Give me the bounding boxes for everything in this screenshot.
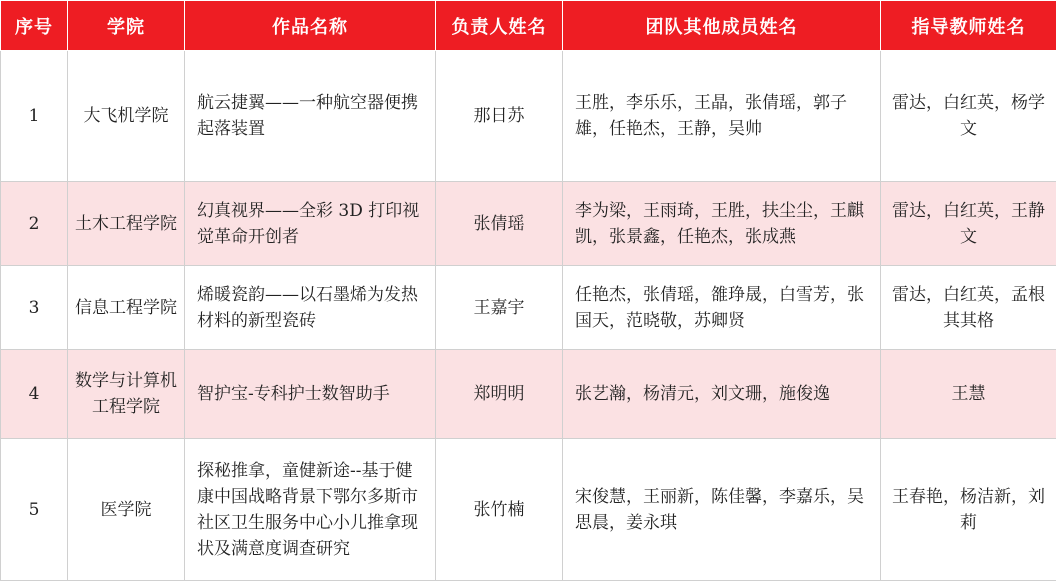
cell-index: 4 <box>1 350 68 439</box>
header-members: 团队其他成员姓名 <box>563 1 881 51</box>
cell-college: 土木工程学院 <box>68 182 185 266</box>
cell-index: 1 <box>1 51 68 182</box>
cell-leader: 那日苏 <box>436 51 563 182</box>
table-row <box>1 350 1056 439</box>
cell-leader: 张倩瑶 <box>436 182 563 266</box>
header-row <box>1 1 1056 51</box>
cell-members: 王胜，李乐乐，王晶，张倩瑶，郭子雄，任艳杰，王静，吴帅 <box>563 51 881 182</box>
cell-project: 烯暖瓷韵——以石墨烯为发热材料的新型瓷砖 <box>185 266 436 350</box>
cell-advisors: 王春艳，杨洁新，刘莉 <box>881 439 1056 581</box>
cell-advisors: 王慧 <box>881 350 1056 439</box>
table-row <box>1 266 1056 350</box>
header-index: 序号 <box>1 1 68 51</box>
cell-advisors: 雷达，白红英，孟根其其格 <box>881 266 1056 350</box>
cell-members: 李为梁，王雨琦，王胜，扶尘尘，王麒凯，张景鑫，任艳杰，张成燕 <box>563 182 881 266</box>
header-project: 作品名称 <box>185 1 436 51</box>
cell-advisors: 雷达，白红英，王静文 <box>881 182 1056 266</box>
cell-members: 任艳杰，张倩瑶，雒琤晟，白雪芳，张国天，范晓敬，苏卿贤 <box>563 266 881 350</box>
cell-project: 幻真视界——全彩 3D 打印视觉革命开创者 <box>185 182 436 266</box>
cell-advisors: 雷达，白红英，杨学文 <box>881 51 1056 182</box>
table-row <box>1 439 1056 581</box>
table-row <box>1 182 1056 266</box>
cell-project: 航云捷翼——一种航空器便携起落装置 <box>185 51 436 182</box>
cell-college: 医学院 <box>68 439 185 581</box>
cell-leader: 王嘉宇 <box>436 266 563 350</box>
header-advisors: 指导教师姓名 <box>881 1 1056 51</box>
table-row <box>1 51 1056 182</box>
cell-leader: 郑明明 <box>436 350 563 439</box>
header-leader: 负责人姓名 <box>436 1 563 51</box>
cell-project: 探秘推拿，童健新途--基于健康中国战略背景下鄂尔多斯市社区卫生服务中心小儿推拿现状及满意度调查研究 <box>185 439 436 581</box>
cell-leader: 张竹楠 <box>436 439 563 581</box>
header-college: 学院 <box>68 1 185 51</box>
cell-project: 智护宝-专科护士数智助手 <box>185 350 436 439</box>
cell-college: 数学与计算机工程学院 <box>68 350 185 439</box>
cell-members: 宋俊慧，王丽新，陈佳馨，李嘉乐，吴思晨，姜永琪 <box>563 439 881 581</box>
cell-index: 5 <box>1 439 68 581</box>
cell-college: 大飞机学院 <box>68 51 185 182</box>
cell-college: 信息工程学院 <box>68 266 185 350</box>
cell-members: 张艺瀚，杨清元，刘文珊，施俊逸 <box>563 350 881 439</box>
cell-index: 3 <box>1 266 68 350</box>
cell-index: 2 <box>1 182 68 266</box>
